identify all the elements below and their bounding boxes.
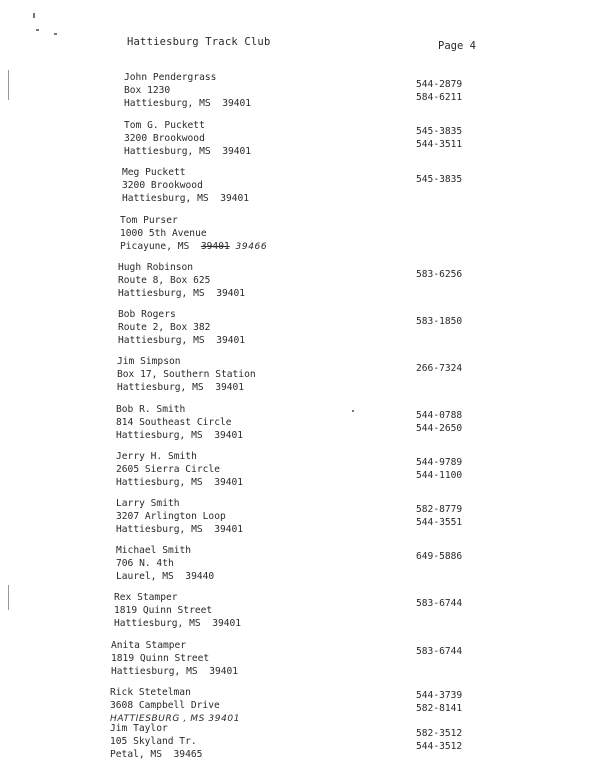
entry-phones	[416, 550, 462, 563]
entry-city: Hattiesburg, MS 39401	[124, 145, 252, 157]
entry-address	[117, 356, 256, 394]
entry-phones	[416, 268, 462, 281]
entry-phone: 583-6256	[416, 269, 463, 280]
entry-name: Anita Stamper	[111, 640, 187, 651]
entry-street: 1819 Quinn Street	[114, 604, 213, 616]
scan-speck	[54, 33, 57, 35]
entry-address	[116, 404, 243, 442]
entry-address	[116, 545, 214, 583]
entry-name: Rex Stamper	[114, 592, 178, 603]
entry-name: Jim Taylor	[110, 723, 168, 734]
page-title: Hattiesburg Track Club	[127, 36, 271, 48]
entry-city: Laurel, MS 39440	[116, 570, 215, 582]
entry-name: Hugh Robinson	[118, 262, 194, 273]
entry-phones	[416, 315, 462, 328]
entry-street: 105 Skyland Tr.	[110, 735, 197, 747]
entry-phone: 649-5886	[416, 551, 463, 562]
scan-edge-line	[8, 585, 9, 610]
entry-phones	[416, 727, 462, 753]
entry-name: Tom G. Puckett	[124, 120, 205, 131]
entry-address	[120, 215, 267, 253]
entry-phones	[416, 173, 462, 186]
scan-speck	[352, 410, 354, 412]
entry-phones	[416, 645, 462, 658]
entry-name: Jim Simpson	[117, 356, 181, 367]
entry-phone: 582-8141	[416, 703, 463, 714]
entry-street: 706 N. 4th	[116, 557, 174, 569]
entry-street: 3608 Campbell Drive	[110, 699, 220, 711]
entry-name: Meg Puckett	[122, 167, 186, 178]
entry-address	[118, 262, 245, 300]
entry-phone: 545-3835	[416, 126, 463, 137]
entry-phone: 544-2879	[416, 79, 463, 90]
entry-address	[110, 723, 202, 761]
entry-name: Michael Smith	[116, 545, 192, 556]
entry-phones	[416, 362, 462, 375]
entry-phones	[416, 78, 462, 104]
entry-street: 3207 Arlington Loop	[116, 510, 226, 522]
entry-address	[111, 640, 238, 678]
entry-city: Picayune, MS	[120, 240, 190, 252]
entry-city: Hattiesburg, MS 39401	[111, 665, 239, 677]
entry-city: Hattiesburg, MS 39401	[114, 617, 242, 629]
entry-phone: 583-6744	[416, 598, 463, 609]
entry-address	[118, 309, 245, 347]
entry-phones	[416, 125, 462, 151]
page-number: Page 4	[438, 40, 476, 52]
entry-street: Route 8, Box 625	[118, 274, 211, 286]
entry-city: Hattiesburg, MS 39401	[118, 287, 246, 299]
struck-zip: 39401	[200, 240, 230, 252]
entry-name: Jerry H. Smith	[116, 451, 197, 462]
entry-address	[122, 167, 249, 205]
entry-phone: 545-3835	[416, 174, 463, 185]
handwritten-zip: 39466	[235, 241, 268, 252]
entry-street: Box 17, Southern Station	[117, 368, 256, 380]
entry-name: Rick Stetelman	[110, 687, 191, 698]
handwritten-city: HATTIESBURG , MS 39401	[110, 713, 241, 724]
entry-address	[124, 120, 251, 158]
entry-phone: 544-3512	[416, 741, 463, 752]
entry-city: Hattiesburg, MS 39401	[116, 476, 244, 488]
scan-speck	[36, 29, 39, 31]
entry-address	[116, 451, 243, 489]
entry-phone: 583-6744	[416, 646, 463, 657]
entry-phones	[416, 689, 462, 715]
entry-phone: 544-9789	[416, 457, 463, 468]
entry-city: Hattiesburg, MS 39401	[122, 192, 250, 204]
entry-phone: 544-3511	[416, 139, 463, 150]
entry-city: Hattiesburg, MS 39401	[116, 523, 244, 535]
entry-address	[124, 72, 251, 110]
entry-phone: 544-2650	[416, 423, 463, 434]
entry-city: Hattiesburg, MS 39401	[116, 429, 244, 441]
entry-phones	[416, 597, 462, 610]
entry-phone: 544-1100	[416, 470, 463, 481]
entry-city: Petal, MS 39465	[110, 748, 203, 760]
entry-phone: 544-3739	[416, 690, 463, 701]
entry-phones	[416, 456, 462, 482]
entry-address	[114, 592, 241, 630]
entry-city: Hattiesburg, MS 39401	[124, 97, 252, 109]
entry-street: 1000 5th Avenue	[120, 227, 207, 239]
entry-name: Larry Smith	[116, 498, 180, 509]
entry-phone: 266-7324	[416, 363, 463, 374]
entry-phone: 544-3551	[416, 517, 463, 528]
entry-street: Route 2, Box 382	[118, 321, 211, 333]
entry-name: Bob R. Smith	[116, 404, 186, 415]
entry-name: Tom Purser	[120, 215, 178, 226]
scan-speck	[33, 13, 35, 18]
entry-address	[110, 687, 240, 725]
entry-city: Hattiesburg, MS 39401	[117, 381, 245, 393]
entry-city: Hattiesburg, MS 39401	[118, 334, 246, 346]
entry-name: Bob Rogers	[118, 309, 176, 320]
entry-street: 2605 Sierra Circle	[116, 463, 220, 475]
entry-street: 1819 Quinn Street	[111, 652, 210, 664]
entry-phone: 582-3512	[416, 728, 463, 739]
entry-phone: 544-0788	[416, 410, 463, 421]
entry-phones	[416, 409, 462, 435]
entry-phone: 582-8779	[416, 504, 463, 515]
entry-address	[116, 498, 243, 536]
entry-name: John Pendergrass	[124, 72, 217, 83]
scan-edge-line	[8, 70, 9, 100]
entry-phones	[416, 503, 462, 529]
entry-phone: 584-6211	[416, 92, 463, 103]
entry-street: 814 Southeast Circle	[116, 416, 232, 428]
entry-street: 3200 Brookwood	[122, 179, 203, 191]
entry-phone: 583-1850	[416, 316, 463, 327]
entry-street: 3200 Brookwood	[124, 132, 205, 144]
entry-street: Box 1230	[124, 84, 171, 96]
